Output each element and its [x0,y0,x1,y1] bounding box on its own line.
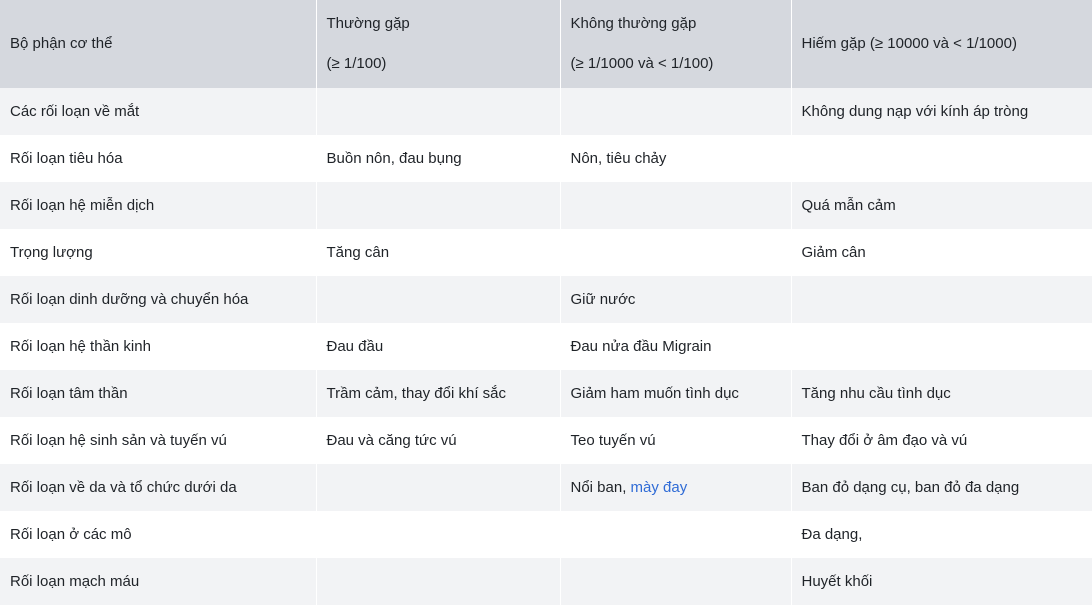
header-uncommon-label: Không thường gặp [570,15,697,32]
cell-rare [791,323,1092,370]
table-row [0,464,1092,511]
cell-uncommon-text: Nổi ban, [570,478,631,496]
cell-uncommon [560,511,791,558]
cell-rare: Huyết khối [791,558,1092,605]
header-organ-label: Bộ phận cơ thể [10,35,113,52]
cell-uncommon: Nôn, tiêu chảy [560,135,791,182]
header-uncommon-frequency: (≥ 1/1000 và < 1/100) [570,55,714,72]
cell-organ: Rối loạn về da và tổ chức dưới da [0,464,316,511]
cell-common: Buồn nôn, đau bụng [316,135,560,182]
table-row [0,88,1092,135]
header-uncommon [560,0,791,88]
cell-uncommon: Đau nửa đầu Migrain [560,323,791,370]
table-row [0,417,1092,464]
cell-common [316,558,560,605]
cell-common: Đau và căng tức vú [316,417,560,464]
header-common [316,0,560,88]
cell-uncommon: Giữ nước [560,276,791,323]
cell-common: Tăng cân [316,229,560,276]
cell-uncommon [560,558,791,605]
cell-organ: Rối loạn mạch máu [0,558,316,605]
table-row [0,370,1092,417]
cell-common: Trầm cảm, thay đổi khí sắc [316,370,560,417]
cell-common [316,276,560,323]
cell-uncommon: Giảm ham muốn tình dục [560,370,791,417]
cell-organ: Rối loạn tiêu hóa [0,135,316,182]
cell-organ: Rối loạn dinh dưỡng và chuyển hóa [0,276,316,323]
cell-common [316,88,560,135]
header-rare [791,0,1092,88]
table-row [0,135,1092,182]
hives-link[interactable]: mày đay [630,478,688,496]
cell-common [316,182,560,229]
cell-organ: Rối loạn ở các mô [0,511,316,558]
table-body [0,88,1092,605]
cell-rare: Đa dạng, [791,511,1092,558]
cell-organ: Rối loạn hệ sinh sản và tuyến vú [0,417,316,464]
table-row [0,276,1092,323]
table-header [0,0,1092,88]
cell-rare: Không dung nạp với kính áp tròng [791,88,1092,135]
cell-rare: Giảm cân [791,229,1092,276]
table-row [0,229,1092,276]
cell-uncommon [560,464,791,511]
cell-rare: Quá mẫn cảm [791,182,1092,229]
cell-rare: Thay đổi ở âm đạo và vú [791,417,1092,464]
header-common-label: Thường gặp [326,15,410,32]
cell-rare: Ban đỏ dạng cụ, ban đỏ đa dạng [791,464,1092,511]
cell-organ: Rối loạn hệ thần kinh [0,323,316,370]
cell-common [316,511,560,558]
header-rare-label: Hiếm gặp (≥ 10000 và < 1/1000) [801,35,1017,52]
cell-uncommon [560,182,791,229]
header-organ [0,0,316,88]
cell-rare: Tăng nhu cầu tình dục [791,370,1092,417]
table-row [0,323,1092,370]
cell-common: Đau đầu [316,323,560,370]
cell-organ: Rối loạn tâm thần [0,370,316,417]
header-common-frequency: (≥ 1/100) [326,55,387,72]
cell-uncommon [560,229,791,276]
cell-common [316,464,560,511]
cell-rare [791,276,1092,323]
table-row [0,558,1092,605]
header-row [0,0,1092,88]
table-row [0,182,1092,229]
cell-organ: Trọng lượng [0,229,316,276]
cell-uncommon: Teo tuyến vú [560,417,791,464]
table-row [0,511,1092,558]
cell-organ: Các rối loạn về mắt [0,88,316,135]
cell-rare [791,135,1092,182]
cell-organ: Rối loạn hệ miễn dịch [0,182,316,229]
cell-uncommon [560,88,791,135]
